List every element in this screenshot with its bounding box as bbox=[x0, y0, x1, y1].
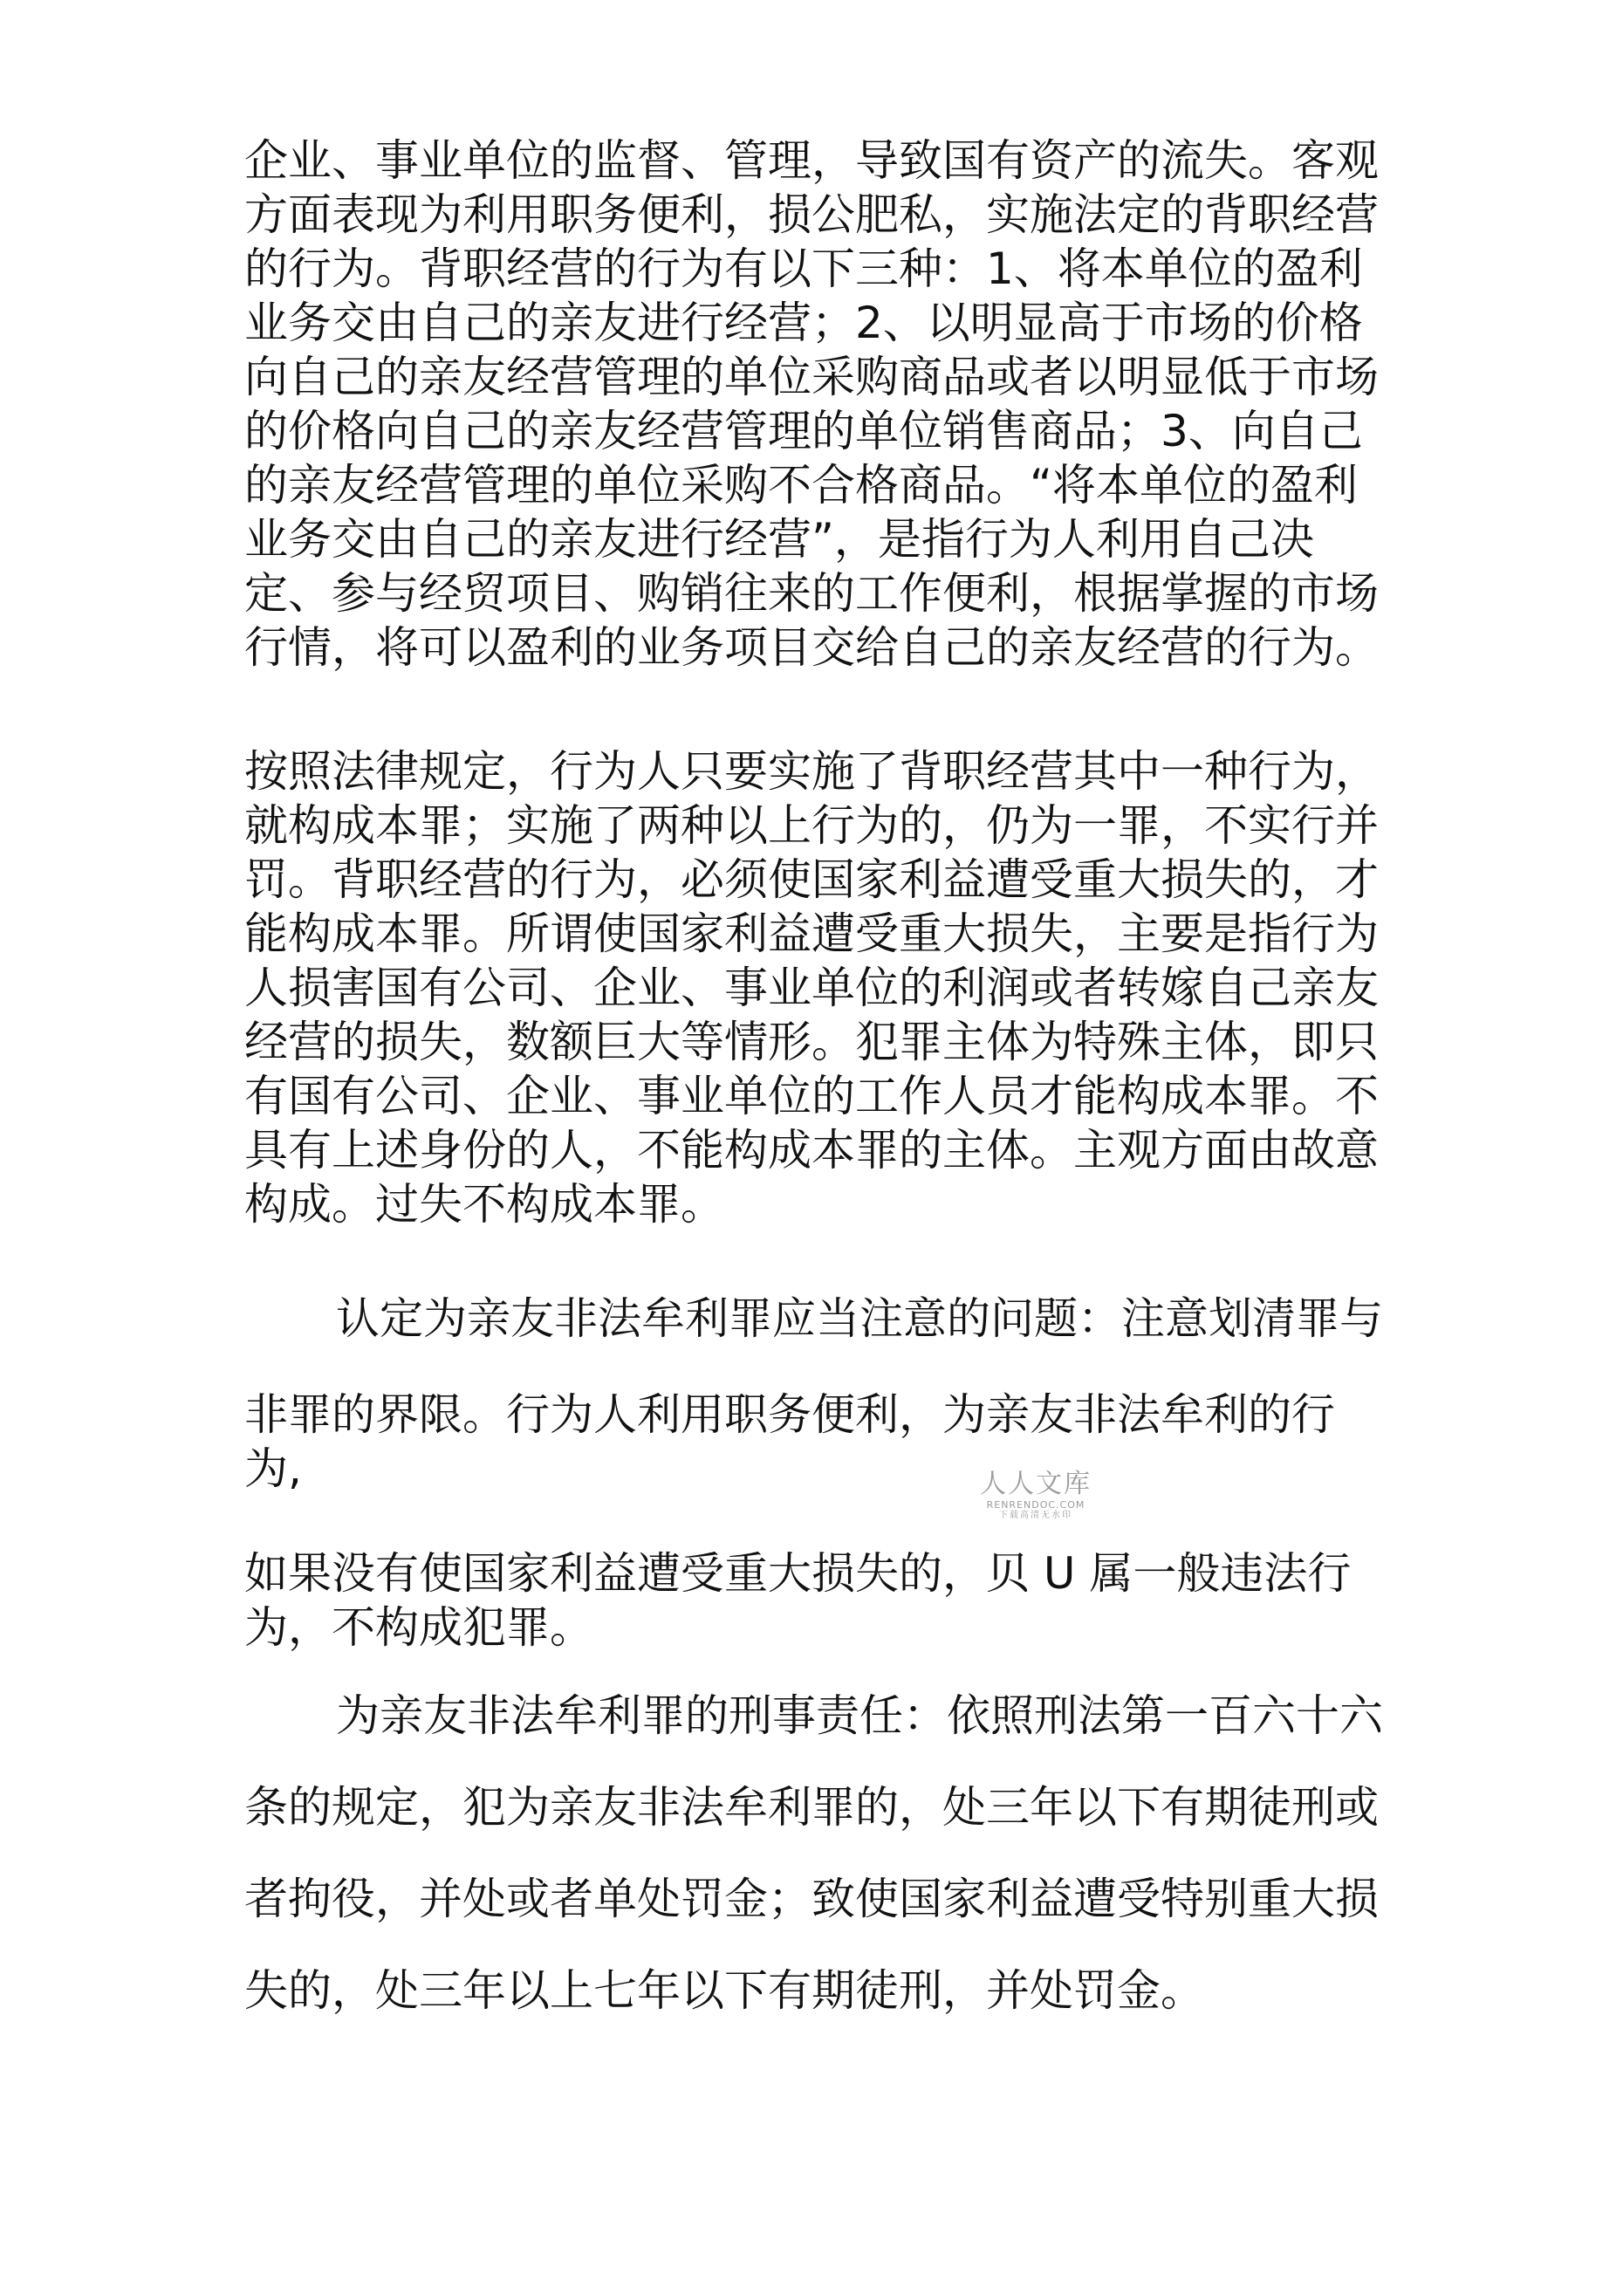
paragraph-2-line: 具有上述身份的人，不能构成本罪的主体。主观方面由故意 bbox=[244, 1125, 1379, 1175]
paragraph-1-line: 企业、事业单位的监督、管理，导致国有资产的流失。客观 bbox=[244, 135, 1379, 186]
paragraph-5-line: 者拘役，并处或者单处罚金；致使国家利益遭受特别重大损 bbox=[244, 1874, 1379, 1924]
paragraph-5-line: 为亲友非法牟利罪的刑事责任：依照刑法第一百六十六 bbox=[336, 1690, 1383, 1741]
paragraph-1-line: 的亲友经营管理的单位采购不合格商品。“将本单位的盈利 bbox=[244, 460, 1358, 511]
paragraph-1-line: 业务交由自己的亲友进行经营；2、以明显高于市场的价格 bbox=[244, 298, 1363, 348]
paragraph-2-line: 有国有公司、企业、事业单位的工作人员才能构成本罪。不 bbox=[244, 1071, 1379, 1121]
watermark-url: RENRENDOC.COM bbox=[986, 1499, 1085, 1511]
paragraph-2-line: 罚。背职经营的行为，必须使国家利益遭受重大损失的，才 bbox=[244, 854, 1379, 905]
paragraph-1-line: 的行为。背职经营的行为有以下三种：1、将本单位的盈利 bbox=[244, 243, 1363, 294]
paragraph-4-line: 如果没有使国家利益遭受重大损失的，贝 U 属一般违法行 bbox=[244, 1548, 1352, 1599]
paragraph-1-line: 的价格向自己的亲友经营管理的单位销售商品；3、向自己 bbox=[244, 406, 1363, 456]
watermark-subtitle: 下载高清无水印 bbox=[999, 1511, 1072, 1520]
paragraph-5-line: 条的规定，犯为亲友非法牟利罪的，处三年以下有期徒刑或 bbox=[244, 1782, 1379, 1833]
paragraph-3-line: 认定为亲友非法牟利罪应当注意的问题：注意划清罪与 bbox=[336, 1293, 1383, 1344]
paragraph-5-line: 失的，处三年以上七年以下有期徒刑，并处罚金。 bbox=[244, 1965, 1204, 2016]
paragraph-2-line: 就构成本罪；实施了两种以上行为的，仍为一罪，不实行并 bbox=[244, 800, 1379, 851]
watermark-logo bbox=[979, 1470, 1092, 1521]
paragraph-3-line: 非罪的界限。行为人利用职务便利，为亲友非法牟利的行 bbox=[244, 1389, 1335, 1440]
paragraph-2-line: 按照法律规定，行为人只要实施了背职经营其中一种行为， bbox=[244, 746, 1379, 797]
paragraph-1-line: 方面表现为利用职务便利，损公肥私，实施法定的背职经营 bbox=[244, 189, 1379, 240]
paragraph-3-line: 为, bbox=[244, 1443, 302, 1494]
paragraph-2-line: 人损害国有公司、企业、事业单位的利润或者转嫁自己亲友 bbox=[244, 963, 1379, 1013]
paragraph-1-line: 业务交由自己的亲友进行经营”，是指行为人利用自己决 bbox=[244, 514, 1314, 565]
paragraph-1-line: 行情，将可以盈利的业务项目交给自己的亲友经营的行为。 bbox=[244, 622, 1379, 673]
watermark-title: 人人文库 bbox=[980, 1469, 1092, 1499]
paragraph-2-line: 经营的损失，数额巨大等情形。犯罪主体为特殊主体，即只 bbox=[244, 1017, 1379, 1067]
paragraph-1-line: 定、参与经贸项目、购销往来的工作便利，根据掌握的市场 bbox=[244, 568, 1379, 619]
paragraph-2-line: 构成。过失不构成本罪。 bbox=[244, 1179, 724, 1230]
paragraph-4-line: 为，不构成犯罪。 bbox=[244, 1602, 593, 1653]
paragraph-1-line: 向自己的亲友经营管理的单位采购商品或者以明显低于市场 bbox=[244, 352, 1379, 402]
paragraph-2-line: 能构成本罪。所谓使国家利益遭受重大损失，主要是指行为 bbox=[244, 908, 1379, 959]
